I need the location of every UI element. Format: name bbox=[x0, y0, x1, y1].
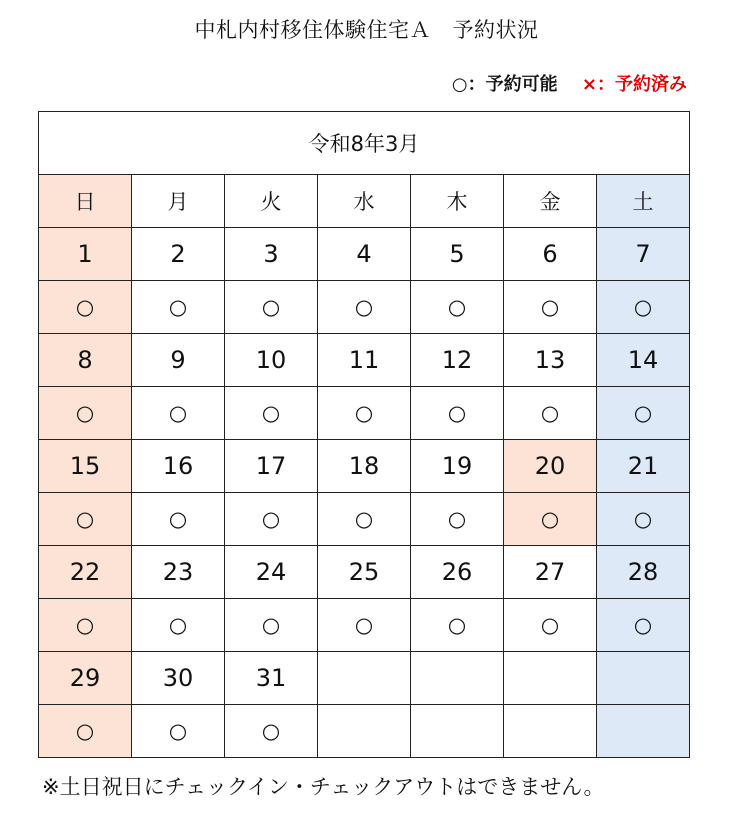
empty-cell bbox=[504, 705, 597, 758]
date-cell-holiday: 20 bbox=[504, 440, 597, 493]
page-title: 中札内村移住体験住宅Ａ 予約状況 bbox=[194, 18, 539, 42]
reservation-calendar bbox=[38, 111, 690, 758]
empty-cell bbox=[318, 705, 411, 758]
status-cell: ○ bbox=[225, 387, 318, 440]
status-cell: ○ bbox=[225, 493, 318, 546]
date-cell: 11 bbox=[318, 334, 411, 387]
empty-cell bbox=[597, 652, 690, 705]
status-cell: ○ bbox=[504, 387, 597, 440]
date-cell: 19 bbox=[411, 440, 504, 493]
status-cell: ○ bbox=[132, 493, 225, 546]
date-cell: 12 bbox=[411, 334, 504, 387]
date-cell: 17 bbox=[225, 440, 318, 493]
empty-cell bbox=[411, 652, 504, 705]
date-cell: 22 bbox=[39, 546, 132, 599]
week-dates-row bbox=[39, 334, 690, 387]
status-cell: ○ bbox=[225, 599, 318, 652]
date-cell: 18 bbox=[318, 440, 411, 493]
status-cell: ○ bbox=[225, 705, 318, 758]
week-dates-row bbox=[39, 228, 690, 281]
date-cell: 2 bbox=[132, 228, 225, 281]
weekday-saturday: 土 bbox=[597, 175, 690, 228]
empty-cell bbox=[504, 652, 597, 705]
status-cell: ○ bbox=[411, 599, 504, 652]
weekday-tuesday: 火 bbox=[225, 175, 318, 228]
date-cell: 1 bbox=[39, 228, 132, 281]
date-cell: 24 bbox=[225, 546, 318, 599]
weekday-wednesday: 水 bbox=[318, 175, 411, 228]
status-cell: ○ bbox=[504, 281, 597, 334]
status-cell: ○ bbox=[597, 387, 690, 440]
date-cell: 27 bbox=[504, 546, 597, 599]
weekday-sunday: 日 bbox=[39, 175, 132, 228]
status-cell: ○ bbox=[39, 599, 132, 652]
weekday-friday: 金 bbox=[504, 175, 597, 228]
status-cell: ○ bbox=[132, 281, 225, 334]
week-dates-row bbox=[39, 652, 690, 705]
week-status-row bbox=[39, 281, 690, 334]
date-cell: 9 bbox=[132, 334, 225, 387]
week-status-row bbox=[39, 599, 690, 652]
date-cell: 28 bbox=[597, 546, 690, 599]
date-cell: 5 bbox=[411, 228, 504, 281]
date-cell: 16 bbox=[132, 440, 225, 493]
status-cell: ○ bbox=[39, 493, 132, 546]
week-status-row bbox=[39, 493, 690, 546]
date-cell: 8 bbox=[39, 334, 132, 387]
status-cell: ○ bbox=[132, 387, 225, 440]
status-cell: ○ bbox=[597, 281, 690, 334]
week-dates-row bbox=[39, 440, 690, 493]
status-cell: ○ bbox=[318, 493, 411, 546]
status-cell: ○ bbox=[411, 281, 504, 334]
status-cell: ○ bbox=[411, 387, 504, 440]
empty-cell bbox=[411, 705, 504, 758]
status-cell: ○ bbox=[39, 281, 132, 334]
footnote: ※土日祝日にチェックイン・チェックアウトはできません。 bbox=[42, 775, 605, 799]
week-status-row bbox=[39, 387, 690, 440]
date-cell: 7 bbox=[597, 228, 690, 281]
status-cell: ○ bbox=[411, 493, 504, 546]
status-cell: ○ bbox=[132, 705, 225, 758]
status-cell: ○ bbox=[225, 281, 318, 334]
date-cell: 3 bbox=[225, 228, 318, 281]
week-dates-row bbox=[39, 546, 690, 599]
status-cell: ○ bbox=[318, 387, 411, 440]
date-cell: 10 bbox=[225, 334, 318, 387]
weekday-monday: 月 bbox=[132, 175, 225, 228]
date-cell: 14 bbox=[597, 334, 690, 387]
date-cell: 23 bbox=[132, 546, 225, 599]
legend-available: ○：予約可能 bbox=[451, 74, 558, 95]
empty-cell bbox=[597, 705, 690, 758]
weekday-header bbox=[39, 175, 690, 228]
status-cell: ○ bbox=[318, 599, 411, 652]
status-cell: ○ bbox=[504, 599, 597, 652]
status-cell: ○ bbox=[597, 493, 690, 546]
status-cell: ○ bbox=[39, 705, 132, 758]
empty-cell bbox=[318, 652, 411, 705]
legend-booked: ×：予約済み bbox=[581, 74, 687, 95]
date-cell: 6 bbox=[504, 228, 597, 281]
date-cell: 25 bbox=[318, 546, 411, 599]
status-cell: ○ bbox=[132, 599, 225, 652]
week-status-row bbox=[39, 705, 690, 758]
status-cell: ○ bbox=[39, 387, 132, 440]
date-cell: 26 bbox=[411, 546, 504, 599]
date-cell: 15 bbox=[39, 440, 132, 493]
date-cell: 29 bbox=[39, 652, 132, 705]
legend bbox=[452, 70, 687, 96]
status-cell-holiday: ○ bbox=[504, 493, 597, 546]
date-cell: 13 bbox=[504, 334, 597, 387]
status-cell: ○ bbox=[318, 281, 411, 334]
status-cell: ○ bbox=[597, 599, 690, 652]
date-cell: 31 bbox=[225, 652, 318, 705]
date-cell: 30 bbox=[132, 652, 225, 705]
month-label: 令和8年3月 bbox=[39, 112, 690, 175]
weekday-thursday: 木 bbox=[411, 175, 504, 228]
date-cell: 21 bbox=[597, 440, 690, 493]
date-cell: 4 bbox=[318, 228, 411, 281]
